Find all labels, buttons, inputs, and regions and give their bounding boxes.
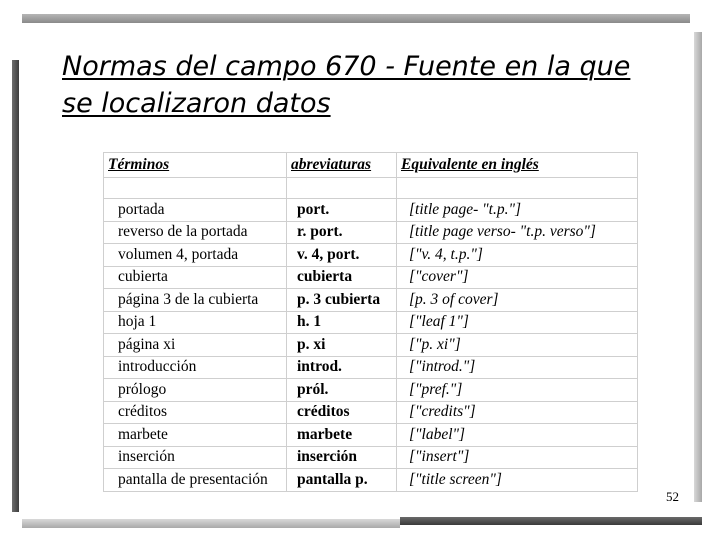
abbreviation-cell: cubierta xyxy=(287,266,397,289)
abbreviation-cell: pantalla p. xyxy=(287,469,397,492)
header-abreviaturas: abreviaturas xyxy=(287,153,397,178)
english-equivalent-cell: [title page verso- "t.p. verso"] xyxy=(397,221,638,244)
table-row xyxy=(104,446,638,469)
page-number: 52 xyxy=(666,489,679,504)
english-equivalent-cell: ["pref."] xyxy=(397,379,638,402)
table-row xyxy=(104,266,638,289)
table-row xyxy=(104,334,638,357)
table-row xyxy=(104,356,638,379)
table-row xyxy=(104,401,638,424)
term-cell: volumen 4, portada xyxy=(104,244,287,267)
table-row xyxy=(104,379,638,402)
header-equivalente: Equivalente en inglés xyxy=(397,153,638,178)
term-cell: marbete xyxy=(104,424,287,447)
english-equivalent-cell: ["credits"] xyxy=(397,401,638,424)
english-equivalent-cell: ["title screen"] xyxy=(397,469,638,492)
english-equivalent-cell: [p. 3 of cover] xyxy=(397,289,638,312)
header-terminos: Términos xyxy=(104,153,287,178)
term-cell: portada xyxy=(104,199,287,222)
table-row xyxy=(104,244,638,267)
table-row xyxy=(104,311,638,334)
abbreviation-cell: inserción xyxy=(287,446,397,469)
table-row xyxy=(104,221,638,244)
abbreviations-table xyxy=(103,152,638,492)
frame-top-bar xyxy=(22,14,690,23)
term-cell: prólogo xyxy=(104,379,287,402)
english-equivalent-cell: ["insert"] xyxy=(397,446,638,469)
term-cell: reverso de la portada xyxy=(104,221,287,244)
english-equivalent-cell: [title page- "t.p."] xyxy=(397,199,638,222)
english-equivalent-cell: ["p. xi"] xyxy=(397,334,638,357)
abbreviations-table-wrap xyxy=(103,152,638,492)
spacer-cell xyxy=(104,178,287,199)
frame-left-bar xyxy=(12,60,19,512)
table-row xyxy=(104,289,638,312)
abbreviation-cell: port. xyxy=(287,199,397,222)
abbreviation-cell: introd. xyxy=(287,356,397,379)
abbreviation-cell: p. xi xyxy=(287,334,397,357)
term-cell: página 3 de la cubierta xyxy=(104,289,287,312)
abbreviation-cell: créditos xyxy=(287,401,397,424)
english-equivalent-cell: ["v. 4, t.p."] xyxy=(397,244,638,267)
english-equivalent-cell: ["leaf 1"] xyxy=(397,311,638,334)
table-body xyxy=(104,178,638,492)
english-equivalent-cell: ["cover"] xyxy=(397,266,638,289)
abbreviation-cell: v. 4, port. xyxy=(287,244,397,267)
table-row xyxy=(104,469,638,492)
term-cell: página xi xyxy=(104,334,287,357)
term-cell: introducción xyxy=(104,356,287,379)
frame-bottom-bar-light xyxy=(22,519,400,528)
abbreviation-cell: pról. xyxy=(287,379,397,402)
abbreviation-cell: h. 1 xyxy=(287,311,397,334)
table-row xyxy=(104,199,638,222)
english-equivalent-cell: ["label"] xyxy=(397,424,638,447)
english-equivalent-cell: ["introd."] xyxy=(397,356,638,379)
frame-right-bar xyxy=(694,32,702,502)
frame-bottom-bar-dark xyxy=(400,517,702,525)
abbreviation-cell: p. 3 cubierta xyxy=(287,289,397,312)
table-header-row xyxy=(104,153,638,178)
term-cell: pantalla de presentación xyxy=(104,469,287,492)
term-cell: créditos xyxy=(104,401,287,424)
table-spacer-row xyxy=(104,178,638,199)
term-cell: hoja 1 xyxy=(104,311,287,334)
slide-title: Normas del campo 670 - Fuente en la que se localizaron datos xyxy=(62,51,631,119)
abbreviation-cell: marbete xyxy=(287,424,397,447)
spacer-cell xyxy=(287,178,397,199)
table-row xyxy=(104,424,638,447)
abbreviation-cell: r. port. xyxy=(287,221,397,244)
term-cell: cubierta xyxy=(104,266,287,289)
term-cell: inserción xyxy=(104,446,287,469)
spacer-cell xyxy=(397,178,638,199)
